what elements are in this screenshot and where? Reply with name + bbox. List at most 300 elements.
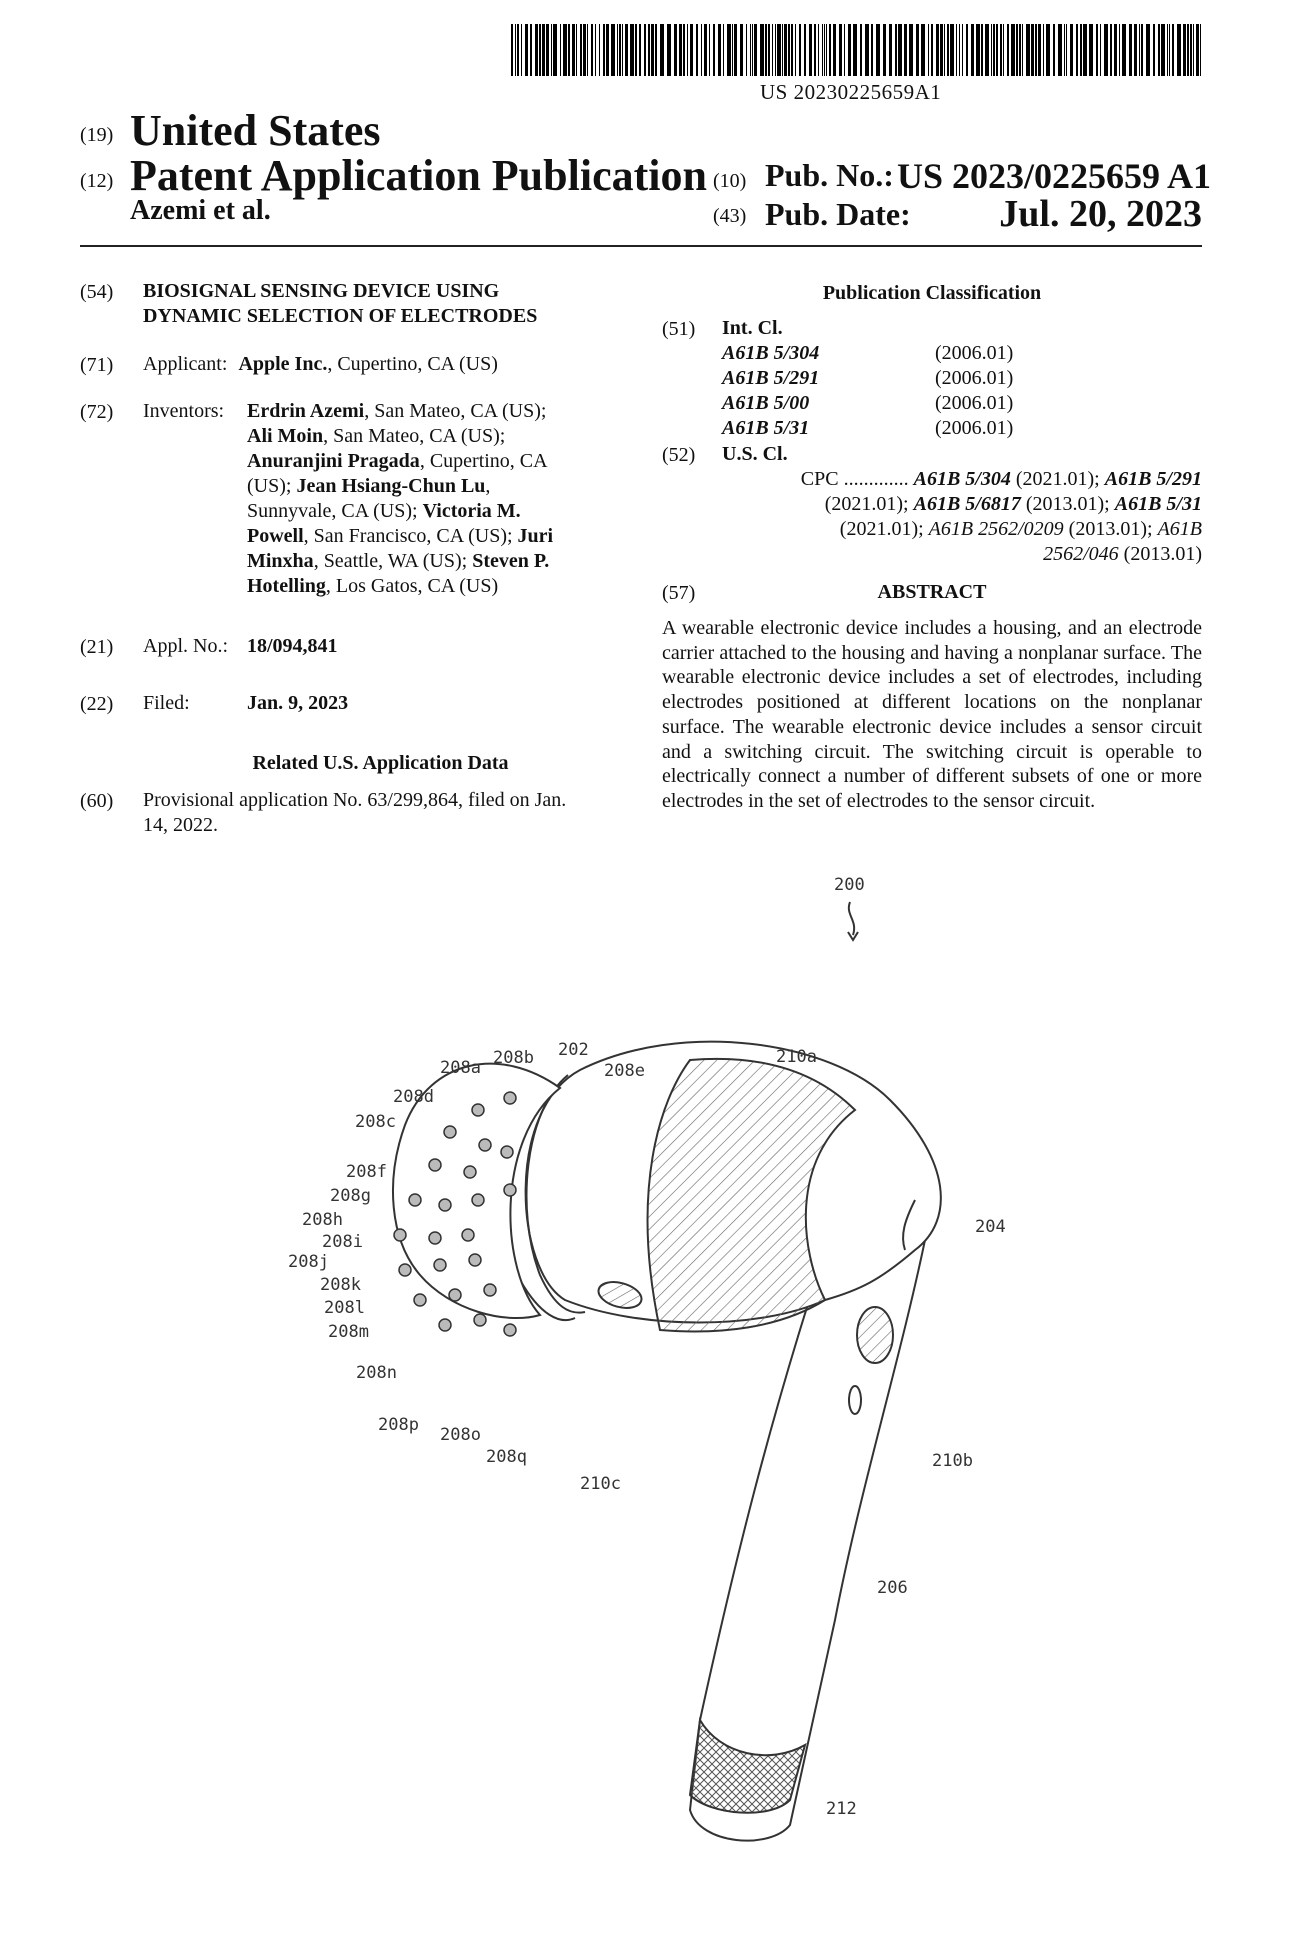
barcode-bar [1161, 24, 1165, 76]
barcode-bar [521, 24, 522, 76]
barcode-bar [944, 24, 945, 76]
text-run: Jean Hsiang-Chun Lu [296, 475, 486, 497]
figure-label-208o: 208o [440, 1425, 481, 1445]
barcode-bar [971, 24, 974, 76]
barcode-bar [754, 24, 757, 76]
barcode-bar [1100, 24, 1101, 76]
barcode-bar [696, 24, 698, 76]
barcode-bar [1080, 24, 1082, 76]
figure-label-208d: 208d [393, 1087, 434, 1107]
intcl-label: Int. Cl. [722, 317, 783, 339]
barcode-bar [619, 24, 621, 76]
barcode-bar [1167, 24, 1168, 76]
electrode-dot [414, 1294, 426, 1306]
barcode-bar [1139, 24, 1140, 76]
code-21: (21) [80, 636, 114, 658]
text-run: (2021.01); [824, 493, 914, 515]
electrode-dot [472, 1194, 484, 1206]
header-rule [80, 245, 1202, 247]
barcode-bar [804, 24, 806, 76]
barcode-bar [1129, 24, 1132, 76]
sensor-window-210b [857, 1307, 893, 1363]
barcode-bar [1122, 24, 1126, 76]
barcode-bar [515, 24, 516, 76]
barcode-bar [734, 24, 737, 76]
barcode-bar [1096, 24, 1098, 76]
applicant [143, 352, 498, 377]
barcode-bar [853, 24, 857, 76]
electrode-dot [501, 1146, 513, 1158]
cpc-line [825, 492, 1202, 517]
barcode-bar [599, 24, 600, 76]
barcode-bar [931, 24, 933, 76]
barcode-bar [795, 24, 796, 76]
cpc-line [840, 517, 1202, 542]
barcode-bar [860, 24, 862, 76]
patent-figure-earbud [0, 860, 1290, 1943]
intcl-version: (2006.01) [935, 417, 1014, 439]
barcode-bar [587, 24, 588, 76]
figure-label-208h: 208h [302, 1210, 343, 1230]
code-22: (22) [80, 693, 114, 715]
figure-label-212: 212 [826, 1799, 857, 1819]
inventor-line [247, 449, 617, 474]
barcode-bar [639, 24, 641, 76]
figure-label-208c: 208c [355, 1112, 396, 1132]
barcode-bar [976, 24, 980, 76]
inventor-line [247, 549, 617, 574]
barcode-bar [1038, 24, 1041, 76]
barcode-bar [966, 24, 968, 76]
inventor-line [247, 574, 617, 599]
figure-label-208j: 208j [288, 1252, 329, 1272]
barcode-bar [865, 24, 869, 76]
barcode-bar [1031, 24, 1034, 76]
inventor-line [247, 499, 617, 524]
barcode-bar [1141, 24, 1143, 76]
code-43: (43) [713, 205, 747, 227]
provisional-line-2: 14, 2022. [143, 814, 218, 836]
text-run: , San Mateo, CA (US); [323, 425, 506, 447]
barcode-bar [814, 24, 816, 76]
text-run: Sunnyvale, CA (US); [247, 500, 423, 522]
code-10: (10) [713, 170, 747, 192]
barcode-bar [568, 24, 570, 76]
barcode-bar [603, 24, 605, 76]
intcl-code: A61B 5/00 [722, 392, 810, 414]
barcode-bar [746, 24, 747, 76]
text-run: CPC ............. [800, 468, 914, 490]
barcode-bar [1046, 24, 1050, 76]
barcode-bar [535, 24, 538, 76]
electrode-dot [464, 1166, 476, 1178]
code-19: (19) [80, 124, 114, 146]
electrode-dot [394, 1229, 406, 1241]
figure-label-208p: 208p [378, 1415, 419, 1435]
figure-label-208b: 208b [493, 1048, 534, 1068]
electrode-dot [474, 1314, 486, 1326]
barcode-bar [1076, 24, 1078, 76]
text-run: Powell [247, 525, 304, 547]
inventor-line [247, 399, 617, 424]
intcl-code: A61B 5/31 [722, 417, 810, 439]
barcode-bar [1158, 24, 1160, 76]
text-run: Minxha [247, 550, 314, 572]
barcode-bar [1169, 24, 1170, 76]
barcode-bar [959, 24, 960, 76]
figure-label-206: 206 [877, 1578, 908, 1598]
barcode-bar [1153, 24, 1155, 76]
barcode-bar [818, 24, 819, 76]
barcode-bar [1104, 24, 1108, 76]
code-52: (52) [662, 444, 696, 466]
barcode-bar [1146, 24, 1150, 76]
barcode-bar [826, 24, 827, 76]
barcode-bar [839, 24, 842, 76]
intcl-version: (2006.01) [935, 392, 1014, 414]
electrode-dot [449, 1289, 461, 1301]
figure-label-208k: 208k [320, 1275, 361, 1295]
electrode-dot [409, 1194, 421, 1206]
barcode-bar [667, 24, 671, 76]
classification-heading: Publication Classification [822, 282, 1042, 304]
pubdate: Jul. 20, 2023 [999, 193, 1202, 235]
barcode-bar [876, 24, 880, 76]
barcode-bar [752, 24, 753, 76]
barcode-bar [1177, 24, 1181, 76]
barcode-bar [928, 24, 929, 76]
barcode-bar [760, 24, 764, 76]
figure-label-210c: 210c [580, 1474, 621, 1494]
pubno-label: Pub. No.: [765, 157, 894, 193]
text-run: , San Francisco, CA (US); [303, 525, 518, 547]
barcode-bar [788, 24, 790, 76]
text-run: Juri [517, 525, 554, 547]
intcl-code: A61B 5/291 [722, 367, 820, 389]
text-run: (2013.01); [1063, 518, 1158, 540]
barcode-bar [635, 24, 637, 76]
barcode-bar [750, 24, 751, 76]
code-51: (51) [662, 318, 696, 340]
barcode-bar [909, 24, 913, 76]
text-run: , Los Gatos, CA (US) [325, 575, 499, 597]
figure-label-208i: 208i [322, 1232, 363, 1252]
text-run: , Seattle, WA (US); [313, 550, 473, 572]
barcode-bar [713, 24, 715, 76]
cpc-line [1043, 542, 1202, 567]
uscl-label: U.S. Cl. [722, 443, 788, 465]
text-run: , [485, 475, 491, 497]
barcode-bar [1200, 24, 1201, 76]
electrode-dot [479, 1139, 491, 1151]
barcode-bar [644, 24, 646, 76]
barcode-bar [1190, 24, 1192, 76]
barcode-bar [611, 24, 615, 76]
electrode-dot [434, 1259, 446, 1271]
barcode-bar [981, 24, 983, 76]
barcode-bar [551, 24, 552, 76]
abstract-text: A wearable electronic device includes a housing, and an electrode carrier attached to the housing and having a nonplanar surface. The wearable electronic device includes a set of electrodes, including electrodes positioned at different locations on the nonplanar surface. The wearable electronic device includes a sensor circuit and a switching circuit. The switching circuit is operable to electrically connect a number of different subsets of one or more electrodes in the set of electrodes to the sensor circuit. [662, 617, 1202, 812]
barcode-bar [576, 24, 577, 76]
barcode-bar [690, 24, 693, 76]
code-54: (54) [80, 281, 114, 303]
barcode-bar [648, 24, 650, 76]
barcode-bar [606, 24, 609, 76]
barcode-bar [630, 24, 634, 76]
electrode-dot [504, 1092, 516, 1104]
text-run: Anuranjini Pragada [247, 450, 420, 472]
barcode-bar [848, 24, 851, 76]
text-run: A61B 5/6817 [913, 493, 1021, 515]
text-run: (2021.01); [839, 518, 929, 540]
barcode-bar [1187, 24, 1189, 76]
barcode-bar [1003, 24, 1004, 76]
barcode-bar [822, 24, 823, 76]
barcode-bar [622, 24, 623, 76]
barcode-bar [777, 24, 781, 76]
code-60: (60) [80, 790, 114, 812]
intcl-code: A61B 5/304 [722, 342, 820, 364]
text-run: Hotelling [247, 575, 326, 597]
text-run: A61B 5/291 [1104, 468, 1202, 490]
barcode-bar [1053, 24, 1055, 76]
barcode-bar [517, 24, 519, 76]
inventors-list [247, 399, 617, 599]
electrode-dot [469, 1254, 481, 1266]
pubno: US 2023/0225659 A1 [897, 156, 1212, 196]
appl-number: 18/094,841 [247, 635, 338, 657]
barcode-bar [1183, 24, 1186, 76]
barcode-bar [782, 24, 783, 76]
publication-type: Patent Application Publication [130, 151, 707, 200]
barcode-bar [1043, 24, 1044, 76]
barcode-bar [511, 24, 513, 76]
barcode-bar [687, 24, 688, 76]
electrode-dot [504, 1184, 516, 1196]
barcode-bar [829, 24, 831, 76]
barcode-bar [591, 24, 593, 76]
title-line-1: BIOSIGNAL SENSING DEVICE USING [143, 280, 500, 302]
barcode-bar [1035, 24, 1037, 76]
country: United States [130, 106, 381, 155]
barcode-bar [723, 24, 724, 76]
barcode-bar [1019, 24, 1021, 76]
barcode-bar [617, 24, 618, 76]
code-12: (12) [80, 170, 114, 192]
figure-label-210b: 210b [932, 1451, 973, 1471]
code-71: (71) [80, 354, 114, 376]
barcode-bar [580, 24, 582, 76]
pubdate-label: Pub. Date: [765, 196, 911, 232]
figure-label-208n: 208n [356, 1363, 397, 1383]
provisional-line-1: Provisional application No. 63/299,864, filed on Jan. [143, 789, 567, 811]
barcode-bar [1016, 24, 1018, 76]
cpc-line [801, 467, 1202, 492]
electrode-dot [429, 1232, 441, 1244]
figure-label-208l: 208l [324, 1298, 365, 1318]
barcode-bar [732, 24, 733, 76]
barcode-bar [542, 24, 545, 76]
barcode-bar [1110, 24, 1112, 76]
barcode-bar [833, 24, 836, 76]
abstract-heading: ABSTRACT [877, 581, 987, 603]
barcode-bar [921, 24, 925, 76]
barcode-bar [572, 24, 575, 76]
applicant-label: Applicant: [143, 353, 228, 375]
related-heading: Related U.S. Application Data [252, 752, 509, 774]
barcode-bar [563, 24, 567, 76]
barcode-bar [546, 24, 549, 76]
barcode-bar [784, 24, 787, 76]
barcode-bar [993, 24, 995, 76]
barcode-bar [844, 24, 845, 76]
barcode-bar [824, 24, 825, 76]
barcode-bar [701, 24, 702, 76]
title-line-2: DYNAMIC SELECTION OF ELECTRODES [143, 305, 538, 327]
text-run: A61B 2562/0209 [928, 518, 1064, 540]
electrode-dot [444, 1126, 456, 1138]
barcode-bar [583, 24, 586, 76]
barcode-bar [660, 24, 664, 76]
barcode-number: US 20230225659A1 [760, 80, 942, 104]
barcode-bar [889, 24, 892, 76]
barcode-bar [1070, 24, 1073, 76]
figure-label-208f: 208f [346, 1162, 387, 1182]
code-72: (72) [80, 401, 114, 423]
text-run: A61B [1157, 518, 1202, 540]
inventor-line [247, 524, 617, 549]
text-run: Erdrin Azemi [247, 400, 365, 422]
text-run: , San Mateo, CA (US); [364, 400, 547, 422]
inventor-line [247, 424, 617, 449]
barcode-bar [996, 24, 998, 76]
inventors-label: Inventors: [143, 400, 225, 422]
barcode-bar [985, 24, 989, 76]
text-run: , Cupertino, CA [419, 450, 548, 472]
barcode-bar [655, 24, 657, 76]
barcode-bar [1134, 24, 1137, 76]
barcode-bar [991, 24, 992, 76]
barcode-bar [940, 24, 943, 76]
electrode-dot [504, 1324, 516, 1336]
barcode-bar [727, 24, 731, 76]
barcode-bar [768, 24, 770, 76]
intcl-version: (2006.01) [935, 367, 1014, 389]
applicant-location: , Cupertino, CA (US) [327, 353, 498, 375]
barcode-bar [1119, 24, 1120, 76]
barcode-bar [962, 24, 963, 76]
barcode-bar [956, 24, 957, 76]
barcode-bar [625, 24, 628, 76]
barcode-bar [898, 24, 902, 76]
figure-label-208e: 208e [604, 1061, 645, 1081]
electrode-dot [472, 1104, 484, 1116]
barcode-bar [651, 24, 654, 76]
barcode-bar [1172, 24, 1174, 76]
text-run: (2021.01); [1010, 468, 1105, 490]
barcode-bar [709, 24, 710, 76]
barcode-bar [1196, 24, 1199, 76]
barcode-bar [1064, 24, 1065, 76]
figure-label-210a: 210a [776, 1047, 817, 1067]
figure-label-204: 204 [975, 1217, 1006, 1237]
barcode-bar [1066, 24, 1067, 76]
barcode-bar [799, 24, 801, 76]
barcode-bar [683, 24, 685, 76]
barcode-bar [553, 24, 557, 76]
barcode-bar [765, 24, 767, 76]
figure-label-202: 202 [558, 1040, 589, 1060]
barcode-bar [679, 24, 682, 76]
barcode-bar [1114, 24, 1117, 76]
barcode-bar [1000, 24, 1002, 76]
barcode-bar [883, 24, 886, 76]
barcode-bar [1022, 24, 1023, 76]
text-run: (2013.01) [1118, 543, 1202, 565]
barcode-bar [791, 24, 793, 76]
barcode-bar [718, 24, 721, 76]
figure-label-208g: 208g [330, 1186, 371, 1206]
barcode-bar [704, 24, 707, 76]
applicant-name: Apple Inc. [238, 353, 328, 375]
text-run: Steven P. [472, 550, 550, 572]
barcode-bar [904, 24, 907, 76]
text-run: A61B 5/304 [913, 468, 1011, 490]
barcode-bar [740, 24, 743, 76]
electrode-dot [429, 1159, 441, 1171]
barcode-bar [772, 24, 773, 76]
electrode-dot [462, 1229, 474, 1241]
barcode-bar [947, 24, 949, 76]
barcode-bar [525, 24, 528, 76]
figure-label-208q: 208q [486, 1447, 527, 1467]
text-run: Victoria M. [422, 500, 521, 522]
barcode-bar [560, 24, 561, 76]
figure-label-208a: 208a [440, 1058, 481, 1078]
barcode-bar [936, 24, 939, 76]
barcode-bar [1083, 24, 1087, 76]
code-57: (57) [662, 582, 696, 604]
barcode-bar [950, 24, 954, 76]
barcode-bar [1193, 24, 1194, 76]
electrode-dot [484, 1284, 496, 1296]
text-run: (2013.01); [1020, 493, 1115, 515]
text-run: A61B 5/31 [1114, 493, 1202, 515]
barcode-bar [595, 24, 596, 76]
barcode-bar [871, 24, 873, 76]
electrode-dot [439, 1319, 451, 1331]
barcode-bar [1058, 24, 1062, 76]
inventor-line [247, 474, 617, 499]
barcode-bar [530, 24, 532, 76]
barcode-bar [1011, 24, 1015, 76]
figure-label-208m: 208m [328, 1322, 369, 1342]
filed-label: Filed: [143, 692, 190, 714]
appl-label: Appl. No.: [143, 635, 228, 657]
intcl-version: (2006.01) [935, 342, 1014, 364]
barcode-bar [916, 24, 919, 76]
electrode-dot [439, 1199, 451, 1211]
barcode-bar [1007, 24, 1009, 76]
filed-date: Jan. 9, 2023 [247, 692, 349, 714]
figure-ref: 200 [834, 875, 865, 895]
barcode-bar [674, 24, 677, 76]
text-run: Ali Moin [247, 425, 324, 447]
text-run: 2562/046 [1043, 543, 1119, 565]
barcode-bar [775, 24, 776, 76]
barcode-bar [1026, 24, 1030, 76]
barcode-bar [1089, 24, 1093, 76]
